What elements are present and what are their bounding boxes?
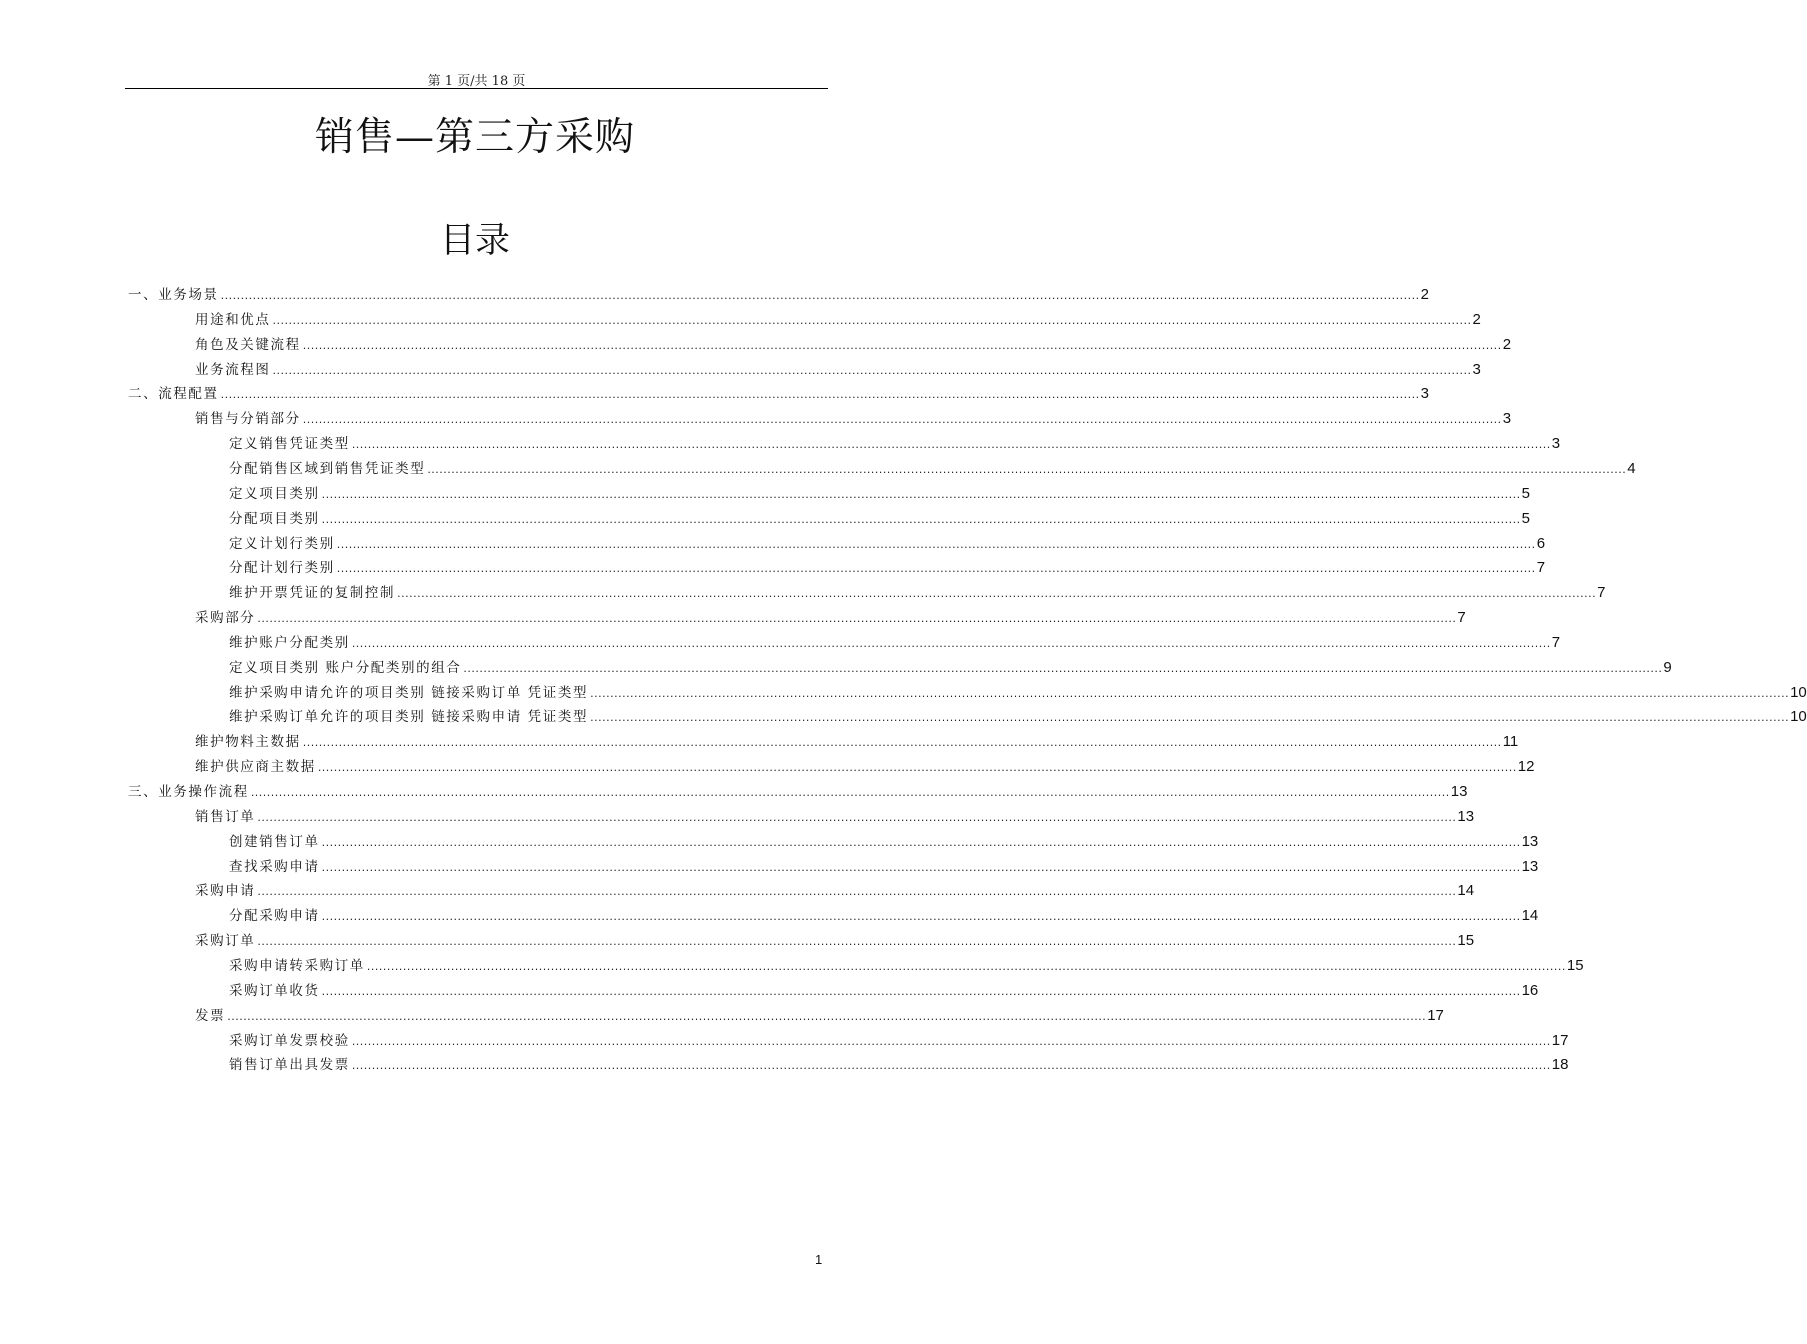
toc-entry-page: 17 [1427, 1006, 1444, 1024]
toc-entry-label: 销售与分销部分 [195, 411, 301, 428]
toc-entry[interactable] [195, 403, 1512, 428]
toc-dot-leader: ............................................................................................................................................................................................................................................................................................................ [302, 736, 1502, 750]
toc-entry-label: 销售订单出具发票 [229, 1057, 350, 1074]
toc-entry[interactable] [229, 652, 1672, 676]
toc-entry[interactable] [229, 1049, 1569, 1074]
toc-dot-leader: ............................................................................................................................................................................................................................................................................................................ [351, 438, 1551, 452]
toc-dot-leader: ............................................................................................................................................................................................................................................................................................................ [250, 786, 1450, 799]
toc-entry[interactable] [128, 378, 1429, 403]
toc-dot-leader: ............................................................................................................................................................................................................................................................................................................ [336, 562, 1536, 576]
toc-entry[interactable] [229, 900, 1539, 925]
toc-entry-label: 维护开票凭证的复制控制 [229, 585, 396, 602]
toc-dot-leader: ............................................................................................................................................................................................................................................................................................................ [321, 835, 1521, 849]
toc-entry-label: 定义计划行类别 [229, 535, 335, 552]
toc-entry-label: 二、流程配置 [128, 386, 219, 403]
toc-entry-label: 定义项目类别 账户分配类别的组合 [229, 659, 462, 676]
header-rule [125, 88, 828, 89]
toc-dot-leader: ............................................................................................................................................................................................................................................................................................................ [321, 487, 1521, 501]
toc-entry-label: 分配采购申请 [229, 908, 320, 925]
toc-entry[interactable] [195, 875, 1475, 900]
toc-dot-leader: ............................................................................................................................................................................................................................................................................................................ [317, 761, 1517, 775]
toc-entry[interactable] [128, 279, 1429, 303]
toc-dot-leader: ............................................................................................................................................................................................................................................................................................................ [321, 984, 1521, 998]
toc-entry-page: 12 [1517, 758, 1535, 776]
toc-entry-page: 5 [1521, 484, 1530, 502]
toc-entry[interactable] [195, 602, 1466, 627]
toc-dot-leader: ............................................................................................................................................................................................................................................................................................................ [302, 338, 1502, 352]
toc-entry-label: 定义销售凭证类型 [229, 436, 350, 453]
toc-entry-label: 分配销售区域到销售凭证类型 [229, 460, 426, 477]
toc-entry-page: 7 [1457, 609, 1466, 627]
toc-dot-leader: ............................................................................................................................................................................................................................................................................................................ [351, 1034, 1551, 1048]
toc-entry-page: 3 [1502, 410, 1512, 428]
toc-entry-page: 13 [1450, 783, 1468, 800]
toc-entry-label: 角色及关键流程 [195, 336, 301, 353]
toc-dot-leader: ............................................................................................................................................................................................................................................................................................................ [463, 661, 1663, 675]
toc-entry-page: 3 [1420, 385, 1429, 403]
toc-entry-page: 16 [1521, 981, 1539, 999]
toc-entry-page: 14 [1521, 907, 1539, 925]
toc-dot-leader: ............................................................................................................................................................................................................................................................................................................ [397, 587, 1597, 601]
toc-entry-page: 13 [1521, 832, 1539, 850]
toc-dot-leader: ............................................................................................................................................................................................................................................................................................................ [272, 363, 1472, 377]
toc-dot-leader: ............................................................................................................................................................................................................................................................................................................ [227, 1009, 1427, 1023]
toc-entry[interactable] [195, 329, 1512, 353]
toc-dot-leader: ............................................................................................................................................................................................................................................................................................................ [590, 686, 1790, 700]
toc-entry[interactable] [195, 751, 1535, 776]
toc-entry-label: 维护供应商主数据 [195, 759, 316, 776]
toc-entry-page: 7 [1536, 559, 1546, 577]
toc-entry-page: 17 [1551, 1031, 1569, 1049]
toc-entry-label: 三、业务操作流程 [128, 784, 249, 800]
toc-entry[interactable] [229, 851, 1539, 875]
toc-entry-page: 7 [1551, 633, 1561, 651]
toc-entry-page: 7 [1597, 584, 1606, 602]
toc-dot-leader: ............................................................................................................................................................................................................................................................................................................ [257, 612, 1457, 626]
toc-dot-leader: ............................................................................................................................................................................................................................................................................................................ [590, 711, 1790, 725]
toc-entry-label: 一、业务场景 [128, 287, 219, 303]
toc-dot-leader: ............................................................................................................................................................................................................................................................................................................ [427, 462, 1627, 476]
toc-entry[interactable] [195, 354, 1481, 378]
toc-entry-label: 销售订单 [195, 808, 256, 825]
toc-dot-leader: ............................................................................................................................................................................................................................................................................................................ [321, 512, 1521, 526]
toc-entry[interactable] [195, 1000, 1444, 1024]
toc-entry-label: 采购申请 [195, 883, 256, 900]
toc-dot-leader: ............................................................................................................................................................................................................................................................................................................ [257, 810, 1457, 824]
toc-entry-page: 15 [1566, 956, 1584, 974]
toc-dot-leader: ............................................................................................................................................................................................................................................................................................................ [272, 313, 1472, 327]
toc-dot-leader: ............................................................................................................................................................................................................................................................................................................ [257, 885, 1457, 899]
toc-entry-page: 2 [1502, 335, 1512, 353]
toc-entry[interactable] [229, 627, 1561, 651]
toc-entry-page: 9 [1663, 658, 1672, 676]
toc-entry[interactable] [195, 726, 1519, 751]
toc-entry[interactable] [229, 950, 1584, 974]
toc-entry-label: 维护采购申请允许的项目类别 链接采购订单 凭证类型 [229, 684, 589, 701]
toc-entry-page: 10 [1790, 708, 1807, 726]
toc-entry-label: 维护物料主数据 [195, 734, 301, 751]
toc-entry-label: 采购订单收货 [229, 982, 320, 999]
toc-entry-label: 维护账户分配类别 [229, 634, 350, 651]
toc-entry[interactable] [229, 478, 1530, 502]
toc-entry[interactable] [229, 453, 1636, 477]
toc-entry-label: 发票 [195, 1007, 226, 1024]
toc-entry-label: 分配项目类别 [229, 510, 320, 527]
toc-entry-page: 4 [1627, 459, 1636, 477]
toc-entry[interactable] [229, 577, 1606, 602]
toc-entry-page: 13 [1521, 857, 1539, 875]
toc-entry[interactable] [128, 776, 1468, 800]
toc-entry-label: 维护采购订单允许的项目类别 链接采购申请 凭证类型 [229, 709, 589, 726]
toc-entry-label: 采购申请转采购订单 [229, 957, 365, 974]
toc-heading: 目录 [439, 221, 510, 261]
toc-entry[interactable] [229, 975, 1539, 999]
toc-dot-leader: ............................................................................................................................................................................................................................................................................................................ [220, 289, 1420, 302]
toc-dot-leader: ............................................................................................................................................................................................................................................................................................................ [321, 910, 1521, 924]
toc-dot-leader: ............................................................................................................................................................................................................................................................................................................ [351, 1059, 1551, 1073]
toc-entry-page: 11 [1502, 733, 1519, 751]
toc-entry[interactable] [229, 528, 1546, 552]
toc-entry-page: 13 [1457, 807, 1475, 825]
toc-entry-page: 3 [1551, 435, 1561, 453]
toc-entry-label: 业务流程图 [195, 361, 271, 378]
toc-entry[interactable] [229, 552, 1546, 577]
toc-entry-label: 用途和优点 [195, 311, 271, 328]
toc-entry-label: 采购订单发票校验 [229, 1032, 350, 1049]
toc-entry[interactable] [195, 304, 1481, 328]
toc-entry-page: 2 [1472, 310, 1481, 328]
toc-entry-label: 采购订单 [195, 933, 256, 950]
document-title: 销售—第三方采购 [314, 115, 635, 160]
toc-entry-page: 14 [1457, 882, 1475, 900]
toc-entry-page: 6 [1536, 534, 1546, 552]
toc-entry[interactable] [229, 677, 1807, 701]
toc-entry[interactable] [195, 801, 1475, 825]
toc-dot-leader: ............................................................................................................................................................................................................................................................................................................ [257, 935, 1457, 949]
toc-dot-leader: ............................................................................................................................................................................................................................................................................................................ [302, 413, 1502, 427]
toc-dot-leader: ............................................................................................................................................................................................................................................................................................................ [321, 860, 1521, 874]
toc-entry[interactable] [195, 925, 1475, 950]
toc-entry[interactable] [229, 428, 1561, 453]
toc-entry-page: 18 [1551, 1056, 1569, 1074]
toc-entry[interactable] [229, 503, 1530, 527]
toc-dot-leader: ............................................................................................................................................................................................................................................................................................................ [336, 537, 1536, 551]
toc-dot-leader: ............................................................................................................................................................................................................................................................................................................ [366, 959, 1566, 973]
toc-entry[interactable] [229, 826, 1539, 850]
toc-entry-page: 10 [1790, 683, 1807, 701]
toc-entry-page: 5 [1521, 509, 1530, 527]
page-number: 1 [815, 1252, 823, 1267]
toc-entry[interactable] [229, 701, 1807, 726]
toc-entry-page: 15 [1457, 932, 1475, 950]
toc-entry-label: 定义项目类别 [229, 485, 320, 502]
toc-dot-leader: ............................................................................................................................................................................................................................................................................................................ [220, 388, 1420, 402]
toc-entry-label: 创建销售订单 [229, 833, 320, 850]
toc-entry-page: 2 [1420, 286, 1429, 303]
toc-entry-label: 分配计划行类别 [229, 560, 335, 577]
toc-entry[interactable] [229, 1025, 1569, 1049]
toc-entry-label: 查找采购申请 [229, 858, 320, 875]
page-header: 第 1 页/共 18 页 [427, 74, 526, 89]
toc-dot-leader: ............................................................................................................................................................................................................................................................................................................ [351, 636, 1551, 650]
toc-entry-page: 3 [1472, 360, 1481, 378]
toc-entry-label: 采购部分 [195, 610, 256, 627]
